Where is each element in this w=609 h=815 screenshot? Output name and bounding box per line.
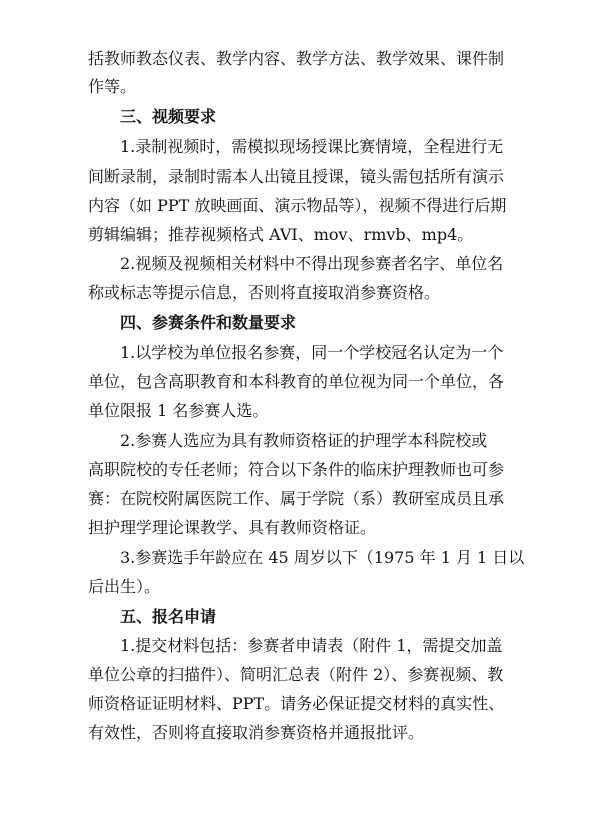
text-line: 1.提交材料包括：参赛者申请表（附件 1，需提交加盖: [120, 636, 503, 655]
section-heading: 五、报名申请: [120, 607, 217, 626]
text-line: 担护理学理论课教学、具有教师资格证。: [88, 518, 377, 537]
text-line: 单位限报 1 名参赛人选。: [88, 401, 269, 420]
text-line: 赛：在院校附属医院工作、属于学院（系）教研室成员且承: [88, 489, 505, 508]
section-heading: 四、参赛条件和数量要求: [120, 313, 297, 332]
text-line: 单位，包含高职教育和本科教育的单位视为同一个单位，各: [88, 372, 505, 391]
text-line: 3.参赛选手年龄应在 45 周岁以下（1975 年 1 月 1 日以: [120, 548, 525, 567]
text-line: 高职院校的专任老师；符合以下条件的临床护理教师也可参: [88, 460, 505, 479]
text-line: 有效性，否则将直接取消参赛资格并通报批评。: [88, 723, 425, 742]
text-line: 内容（如 PPT 放映画面、演示物品等），视频不得进行后期: [88, 196, 507, 215]
text-line: 后出生）。: [88, 577, 161, 596]
text-line: 括教师教态仪表、教学内容、教学方法、教学效果、课件制: [88, 49, 505, 68]
text-line: 1.录制视频时，需模拟现场授课比赛情境，全程进行无: [120, 137, 504, 156]
text-line: 作等。: [88, 77, 137, 96]
text-line: 称或标志等提示信息，否则将直接取消参赛资格。: [88, 283, 441, 302]
text-line: 2.视频及视频相关材料中不得出现参赛者名字、单位名: [120, 254, 504, 273]
text-line: 2.参赛人选应为具有教师资格证的护理学本科院校或: [120, 431, 488, 450]
text-line: 师资格证证明材料、PPT。请务必保证提交材料的真实性、: [88, 694, 505, 713]
text-line: 1.以学校为单位报名参赛，同一个学校冠名认定为一个: [120, 343, 504, 362]
section-heading: 三、视频要求: [120, 107, 217, 126]
text-line: 剪辑编辑；推荐视频格式 AVI、mov、rmvb、mp4。: [88, 225, 474, 244]
text-line: 间断录制，录制时需本人出镜且授课，镜头需包括所有演示: [88, 167, 505, 186]
text-line: 单位公章的扫描件）、简明汇总表（附件 2）、参赛视频、教: [88, 665, 504, 684]
